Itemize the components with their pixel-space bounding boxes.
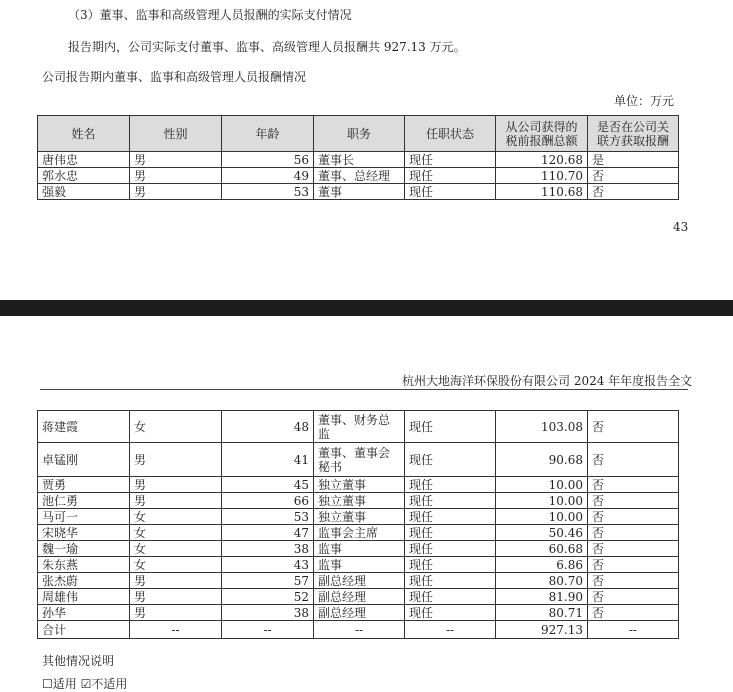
cell-status: 现任 [405,184,496,200]
cell-age: 49 [222,168,314,184]
table-row [38,184,679,200]
cell-status: 现任 [405,557,496,573]
cell-name: 唐伟忠 [38,152,130,168]
cell-gender: 男 [130,443,222,477]
unit-label: 单位：万元 [614,94,675,108]
table-row [38,152,679,168]
cell-status: 现任 [405,152,496,168]
cell-position: 监事 [314,541,405,557]
table-row [38,525,679,541]
total-pay: 927.13 [496,621,588,639]
cell-age: 38 [222,605,314,621]
cell-pay: 81.90 [496,589,588,605]
header-position: 职务 [314,116,405,152]
table-row [38,573,679,589]
cell-age: 66 [222,493,314,509]
cell-age: 53 [222,509,314,525]
option-not-applicable-label: 不适用 [91,677,128,691]
page-break-divider [0,300,733,316]
cell-name: 郭水忠 [38,168,130,184]
cell-name: 朱东燕 [38,557,130,573]
cell-gender: 女 [130,525,222,541]
cell-age: 48 [222,411,314,443]
cell-gender: 男 [130,184,222,200]
cell-position: 副总经理 [314,589,405,605]
cell-pay: 60.68 [496,541,588,557]
table-title: 公司报告期内董事、监事和高级管理人员报酬情况 [42,70,307,84]
cell-age: 52 [222,589,314,605]
cell-position: 董事、财务总监 [314,411,405,443]
cell-name: 卓锰刚 [38,443,130,477]
table-row [38,509,679,525]
table-row [38,605,679,621]
cell-age: 56 [222,152,314,168]
total-gender: -- [130,621,222,639]
cell-status: 现任 [405,541,496,557]
cell-related: 否 [588,573,679,589]
checkbox-not-applicable[interactable]: ☑ [80,677,92,691]
cell-related: 否 [588,589,679,605]
cell-position: 董事、董事会秘书 [314,443,405,477]
cell-pay: 10.00 [496,509,588,525]
compensation-table-continued [37,410,679,639]
table-row [38,589,679,605]
cell-status: 现任 [405,605,496,621]
table-row [38,443,679,477]
cell-related: 否 [588,168,679,184]
cell-pay: 103.08 [496,411,588,443]
cell-age: 57 [222,573,314,589]
cell-status: 现任 [405,477,496,493]
report-page-upper [0,0,733,300]
cell-status: 现任 [405,168,496,184]
total-row [38,621,679,639]
cell-gender: 女 [130,509,222,525]
cell-related: 否 [588,477,679,493]
total-related: -- [588,621,679,639]
cell-age: 41 [222,443,314,477]
cell-status: 现任 [405,443,496,477]
cell-gender: 男 [130,168,222,184]
cell-status: 现任 [405,525,496,541]
cell-pay: 90.68 [496,443,588,477]
cell-age: 47 [222,525,314,541]
cell-gender: 女 [130,411,222,443]
cell-related: 否 [588,509,679,525]
table-row [38,477,679,493]
cell-position: 董事、总经理 [314,168,405,184]
cell-gender: 男 [130,477,222,493]
cell-position: 副总经理 [314,605,405,621]
cell-name: 张杰蔚 [38,573,130,589]
header-gender: 性别 [130,116,222,152]
cell-related: 否 [588,493,679,509]
cell-gender: 男 [130,589,222,605]
option-applicable-label: 适用 [52,677,77,691]
header-pay: 从公司获得的税前报酬总额 [496,116,588,152]
cell-position: 监事 [314,557,405,573]
cell-related: 否 [588,605,679,621]
total-position: -- [314,621,405,639]
cell-age: 43 [222,557,314,573]
cell-name: 魏一瑜 [38,541,130,557]
cell-related: 否 [588,541,679,557]
checkbox-applicable[interactable]: ☐ [42,677,53,691]
cell-related: 否 [588,411,679,443]
cell-related: 否 [588,184,679,200]
header-related-party: 是否在公司关联方获取报酬 [588,116,679,152]
cell-related: 否 [588,557,679,573]
running-header: 杭州大地海洋环保股份有限公司 2024 年年度报告全文 [402,374,693,388]
header-age: 年龄 [222,116,314,152]
cell-position: 独立董事 [314,509,405,525]
compensation-summary: 报告期内，公司实际支付董事、监事、高级管理人员报酬共 927.13 万元。 [68,40,466,54]
cell-position: 监事会主席 [314,525,405,541]
cell-related: 否 [588,443,679,477]
cell-name: 蒋建霞 [38,411,130,443]
cell-status: 现任 [405,509,496,525]
cell-name: 周雄伟 [38,589,130,605]
cell-gender: 男 [130,605,222,621]
other-info-title: 其他情况说明 [42,654,115,668]
table-row [38,168,679,184]
cell-name: 池仁勇 [38,493,130,509]
cell-gender: 男 [130,493,222,509]
cell-status: 现任 [405,411,496,443]
cell-status: 现任 [405,573,496,589]
cell-pay: 80.70 [496,573,588,589]
cell-pay: 50.46 [496,525,588,541]
table-row [38,541,679,557]
cell-age: 38 [222,541,314,557]
cell-age: 53 [222,184,314,200]
cell-pay: 120.68 [496,152,588,168]
cell-age: 45 [222,477,314,493]
cell-name: 孙华 [38,605,130,621]
header-name: 姓名 [38,116,130,152]
section-heading: （3）董事、监事和高级管理人员报酬的实际支付情况 [68,8,352,22]
header-rule [40,389,688,390]
cell-gender: 女 [130,557,222,573]
header-status: 任职状态 [405,116,496,152]
cell-pay: 80.71 [496,605,588,621]
total-label: 合计 [38,621,130,639]
cell-pay: 10.00 [496,477,588,493]
cell-status: 现任 [405,493,496,509]
cell-position: 董事长 [314,152,405,168]
applicability-options [42,675,127,692]
cell-position: 董事 [314,184,405,200]
cell-pay: 6.86 [496,557,588,573]
page-number: 43 [673,220,689,234]
cell-pay: 110.70 [496,168,588,184]
cell-pay: 10.00 [496,493,588,509]
total-age: -- [222,621,314,639]
total-status: -- [405,621,496,639]
cell-gender: 女 [130,541,222,557]
cell-position: 独立董事 [314,477,405,493]
cell-name: 马可一 [38,509,130,525]
table-row [38,493,679,509]
table-row [38,557,679,573]
cell-related: 是 [588,152,679,168]
cell-name: 宋晓华 [38,525,130,541]
cell-related: 否 [588,525,679,541]
cell-status: 现任 [405,589,496,605]
cell-position: 独立董事 [314,493,405,509]
cell-gender: 男 [130,573,222,589]
cell-pay: 110.68 [496,184,588,200]
table-row [38,411,679,443]
cell-position: 副总经理 [314,573,405,589]
cell-name: 强毅 [38,184,130,200]
compensation-table-top [37,115,679,200]
cell-gender: 男 [130,152,222,168]
cell-name: 贾勇 [38,477,130,493]
table-header-row [38,116,679,152]
